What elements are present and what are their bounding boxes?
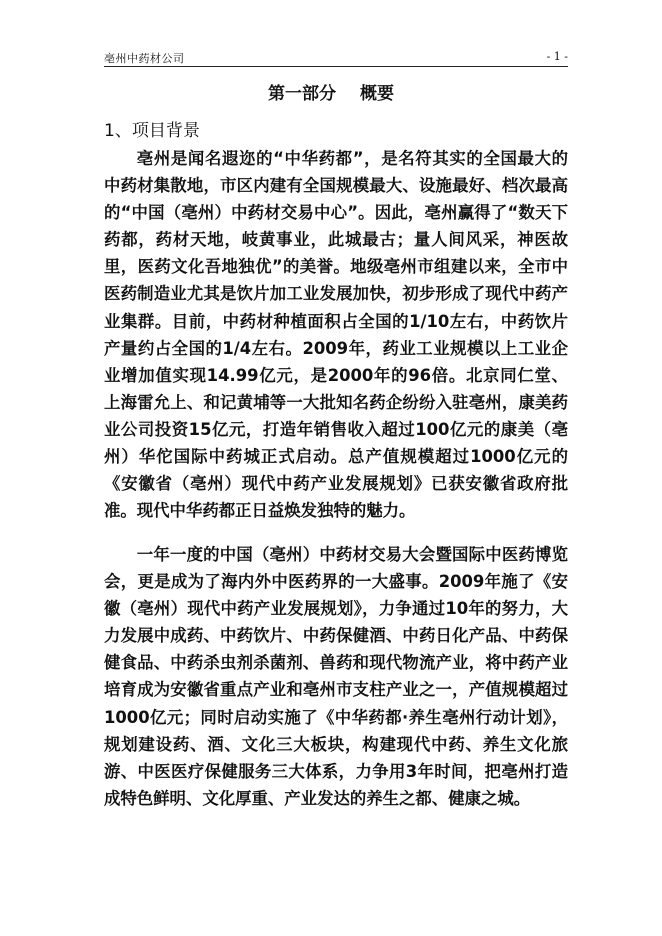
header-company-name: 亳州中药材公司 (104, 52, 185, 65)
section-heading: 1、项目背景 (104, 121, 200, 141)
paragraph-1: 亳州是闻名遐迩的“中华药都”，是名符其实的全国最大的中药材集散地，市区内建有全国规模最大、设施最好、档次最高的“中国（亳州）中药材交易中心”。因此，亳州赢得了“数天下药都，药材天地，岐黄事业，此城最古；量人间风采，神医故里，医药文化吾地独优”的美誉。地级亳州市组建以来，全市中医药制造业尤其是饮片加工业发展加快，初步形成了现代中药产业集群。目前，中药材种植面积占全国的1/10左右，中药饮片产量约占全国的1/4左右。2009年，药业工业规模以上工业企业增加值实现14.99亿元，是2000年的96倍。北京同仁堂、上海雷允上、和记黄埔等一大批知名药企纷纷入驻亳州，康美药业公司投资15亿元，打造年销售收入超过100亿元的康美（亳州）华佗国际中药城正式启动。总产值规模超过1000亿元的《安徽省（亳州）现代中药产业发展规划》已获安徽省政府批准。现代中华药都正日益焕发独特的魅力。 (104, 149, 568, 521)
document-title (0, 79, 662, 104)
title-part: 第一部分 (268, 84, 336, 104)
header-page-number: - 1 - (546, 50, 568, 63)
paragraph-2: 一年一度的中国（亳州）中药材交易大会暨国际中医药博览会，更是成为了海内外中医药界的一大盛事。2009年施了《安徽（亳州）现代中药产业发展规划》，力争通过10年的努力，大力发展中成药、中药饮片、中药保健酒、中药日化产品、中药保健食品、中药杀虫剂杀菌剂、兽药和现代物流产业，将中药产业培育成为安徽省重点产业和亳州市支柱产业之一，产值规模超过1000亿元；同时启动实施了《中华药都·养生亳州行动计划》，规划建设药、酒、文化三大板块，构建现代中药、养生文化旅游、中医医疗保健服务三大体系，力争用3年时间，把亳州打造成特色鲜明、文化厚重、产业发达的养生之都、健康之城。 (104, 545, 568, 808)
title-main: 概要 (360, 84, 394, 104)
page-header (104, 46, 568, 67)
